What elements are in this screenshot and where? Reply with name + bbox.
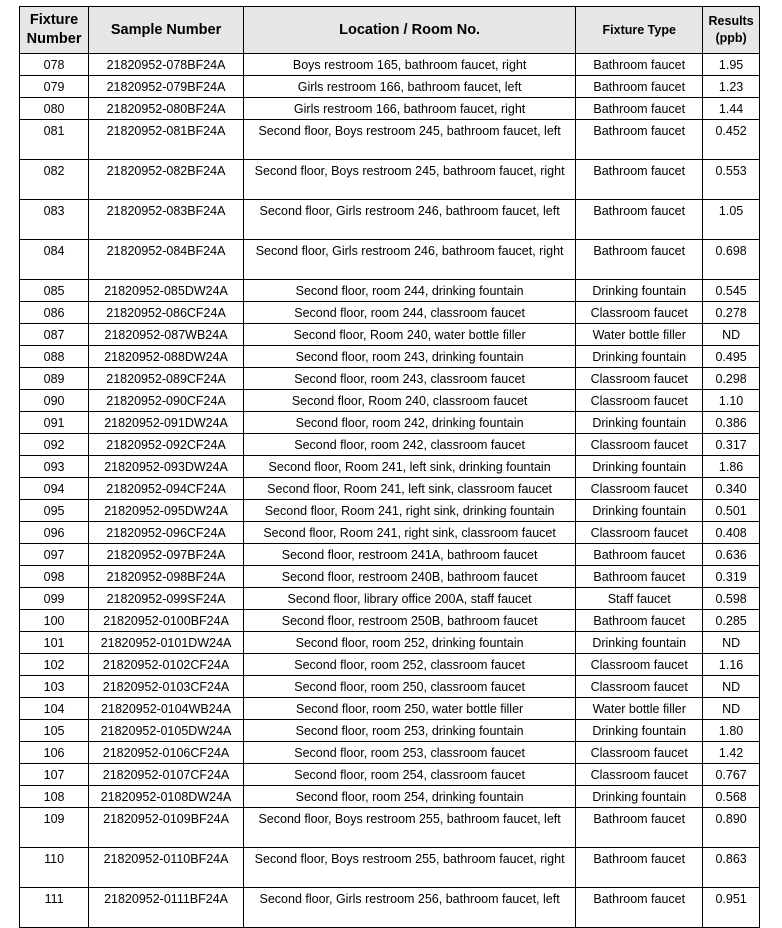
cell-fixture-number: 088 bbox=[20, 346, 89, 368]
cell-location: Second floor, room 253, drinking fountain bbox=[243, 720, 575, 742]
cell-location: Second floor, room 242, classroom faucet bbox=[243, 434, 575, 456]
cell-fixture-number: 087 bbox=[20, 324, 89, 346]
cell-fixture-number: 081 bbox=[20, 120, 89, 160]
cell-sample-number: 21820952-099SF24A bbox=[89, 588, 244, 610]
cell-location: Second floor, room 243, classroom faucet bbox=[243, 368, 575, 390]
cell-location: Second floor, Room 241, right sink, drinking fountain bbox=[243, 500, 575, 522]
table-row bbox=[20, 848, 760, 888]
cell-fixture-type: Drinking fountain bbox=[576, 720, 703, 742]
header-results: Results (ppb) bbox=[703, 7, 760, 54]
table-row bbox=[20, 368, 760, 390]
cell-location: Second floor, room 253, classroom faucet bbox=[243, 742, 575, 764]
cell-fixture-number: 085 bbox=[20, 280, 89, 302]
cell-location: Boys restroom 165, bathroom faucet, right bbox=[243, 54, 575, 76]
cell-location: Second floor, Girls restroom 246, bathroom faucet, left bbox=[243, 200, 575, 240]
cell-result: 0.598 bbox=[703, 588, 760, 610]
cell-fixture-number: 108 bbox=[20, 786, 89, 808]
cell-fixture-number: 096 bbox=[20, 522, 89, 544]
cell-sample-number: 21820952-0107CF24A bbox=[89, 764, 244, 786]
cell-result: 1.95 bbox=[703, 54, 760, 76]
cell-sample-number: 21820952-086CF24A bbox=[89, 302, 244, 324]
table-row bbox=[20, 160, 760, 200]
cell-sample-number: 21820952-092CF24A bbox=[89, 434, 244, 456]
cell-result: 1.23 bbox=[703, 76, 760, 98]
cell-fixture-type: Classroom faucet bbox=[576, 522, 703, 544]
table-row bbox=[20, 888, 760, 928]
cell-location: Second floor, Boys restroom 245, bathroom faucet, right bbox=[243, 160, 575, 200]
cell-result: 1.10 bbox=[703, 390, 760, 412]
cell-fixture-type: Drinking fountain bbox=[576, 456, 703, 478]
cell-result: 1.42 bbox=[703, 742, 760, 764]
lead-results-table bbox=[19, 6, 760, 928]
cell-fixture-type: Bathroom faucet bbox=[576, 120, 703, 160]
cell-sample-number: 21820952-094CF24A bbox=[89, 478, 244, 500]
table-row bbox=[20, 742, 760, 764]
cell-fixture-number: 084 bbox=[20, 240, 89, 280]
cell-fixture-number: 105 bbox=[20, 720, 89, 742]
table-row bbox=[20, 76, 760, 98]
table-row bbox=[20, 120, 760, 160]
cell-fixture-type: Water bottle filler bbox=[576, 324, 703, 346]
cell-result: 0.495 bbox=[703, 346, 760, 368]
table-row bbox=[20, 456, 760, 478]
cell-location: Second floor, Boys restroom 245, bathroom faucet, left bbox=[243, 120, 575, 160]
cell-result: 0.501 bbox=[703, 500, 760, 522]
cell-fixture-type: Drinking fountain bbox=[576, 346, 703, 368]
table-row bbox=[20, 478, 760, 500]
table-row bbox=[20, 522, 760, 544]
cell-fixture-number: 109 bbox=[20, 808, 89, 848]
cell-sample-number: 21820952-080BF24A bbox=[89, 98, 244, 120]
cell-fixture-number: 097 bbox=[20, 544, 89, 566]
cell-location: Second floor, Boys restroom 255, bathroom faucet, right bbox=[243, 848, 575, 888]
table-row bbox=[20, 764, 760, 786]
cell-fixture-number: 079 bbox=[20, 76, 89, 98]
cell-fixture-number: 103 bbox=[20, 676, 89, 698]
cell-sample-number: 21820952-084BF24A bbox=[89, 240, 244, 280]
cell-fixture-type: Drinking fountain bbox=[576, 500, 703, 522]
cell-fixture-number: 095 bbox=[20, 500, 89, 522]
cell-fixture-number: 111 bbox=[20, 888, 89, 928]
cell-fixture-type: Classroom faucet bbox=[576, 676, 703, 698]
cell-location: Second floor, room 254, drinking fountain bbox=[243, 786, 575, 808]
cell-result: 0.285 bbox=[703, 610, 760, 632]
cell-result: 0.553 bbox=[703, 160, 760, 200]
cell-result: 0.319 bbox=[703, 566, 760, 588]
cell-location: Second floor, room 242, drinking fountain bbox=[243, 412, 575, 434]
cell-result: 0.863 bbox=[703, 848, 760, 888]
table-row bbox=[20, 280, 760, 302]
cell-fixture-type: Bathroom faucet bbox=[576, 848, 703, 888]
cell-fixture-type: Bathroom faucet bbox=[576, 240, 703, 280]
table-row bbox=[20, 566, 760, 588]
header-fixture-number: Fixture Number bbox=[20, 7, 89, 54]
cell-fixture-number: 082 bbox=[20, 160, 89, 200]
cell-location: Girls restroom 166, bathroom faucet, right bbox=[243, 98, 575, 120]
cell-result: 0.386 bbox=[703, 412, 760, 434]
cell-sample-number: 21820952-089CF24A bbox=[89, 368, 244, 390]
cell-result: 1.05 bbox=[703, 200, 760, 240]
cell-fixture-type: Bathroom faucet bbox=[576, 888, 703, 928]
cell-location: Second floor, room 250, water bottle filler bbox=[243, 698, 575, 720]
cell-result: ND bbox=[703, 676, 760, 698]
cell-fixture-type: Classroom faucet bbox=[576, 302, 703, 324]
table-row bbox=[20, 302, 760, 324]
cell-sample-number: 21820952-082BF24A bbox=[89, 160, 244, 200]
cell-sample-number: 21820952-088DW24A bbox=[89, 346, 244, 368]
cell-fixture-type: Drinking fountain bbox=[576, 280, 703, 302]
table-row bbox=[20, 698, 760, 720]
cell-sample-number: 21820952-087WB24A bbox=[89, 324, 244, 346]
cell-fixture-number: 110 bbox=[20, 848, 89, 888]
cell-sample-number: 21820952-0105DW24A bbox=[89, 720, 244, 742]
header-fixture-type: Fixture Type bbox=[576, 7, 703, 54]
cell-location: Second floor, Room 240, classroom faucet bbox=[243, 390, 575, 412]
cell-sample-number: 21820952-095DW24A bbox=[89, 500, 244, 522]
cell-result: 0.545 bbox=[703, 280, 760, 302]
cell-result: 1.44 bbox=[703, 98, 760, 120]
cell-sample-number: 21820952-093DW24A bbox=[89, 456, 244, 478]
cell-fixture-type: Classroom faucet bbox=[576, 478, 703, 500]
cell-location: Second floor, room 252, drinking fountain bbox=[243, 632, 575, 654]
cell-fixture-number: 094 bbox=[20, 478, 89, 500]
cell-location: Girls restroom 166, bathroom faucet, left bbox=[243, 76, 575, 98]
cell-fixture-number: 100 bbox=[20, 610, 89, 632]
cell-sample-number: 21820952-0104WB24A bbox=[89, 698, 244, 720]
table-row bbox=[20, 786, 760, 808]
cell-location: Second floor, Room 241, right sink, classroom faucet bbox=[243, 522, 575, 544]
cell-sample-number: 21820952-0110BF24A bbox=[89, 848, 244, 888]
cell-result: 0.568 bbox=[703, 786, 760, 808]
cell-fixture-type: Bathroom faucet bbox=[576, 54, 703, 76]
cell-result: 0.340 bbox=[703, 478, 760, 500]
table-row bbox=[20, 588, 760, 610]
cell-location: Second floor, room 254, classroom faucet bbox=[243, 764, 575, 786]
cell-fixture-type: Classroom faucet bbox=[576, 368, 703, 390]
cell-fixture-number: 102 bbox=[20, 654, 89, 676]
cell-fixture-type: Drinking fountain bbox=[576, 632, 703, 654]
cell-fixture-type: Water bottle filler bbox=[576, 698, 703, 720]
cell-result: 0.408 bbox=[703, 522, 760, 544]
cell-fixture-type: Bathroom faucet bbox=[576, 566, 703, 588]
header-sample-number: Sample Number bbox=[89, 7, 244, 54]
cell-sample-number: 21820952-079BF24A bbox=[89, 76, 244, 98]
cell-result: ND bbox=[703, 324, 760, 346]
cell-result: 0.767 bbox=[703, 764, 760, 786]
cell-result: ND bbox=[703, 698, 760, 720]
cell-location: Second floor, restroom 250B, bathroom faucet bbox=[243, 610, 575, 632]
cell-location: Second floor, room 252, classroom faucet bbox=[243, 654, 575, 676]
cell-result: 0.452 bbox=[703, 120, 760, 160]
cell-location: Second floor, Girls restroom 256, bathroom faucet, left bbox=[243, 888, 575, 928]
cell-location: Second floor, library office 200A, staff faucet bbox=[243, 588, 575, 610]
cell-location: Second floor, room 243, drinking fountain bbox=[243, 346, 575, 368]
cell-result: 0.698 bbox=[703, 240, 760, 280]
cell-fixture-type: Bathroom faucet bbox=[576, 544, 703, 566]
results-table-container bbox=[19, 6, 760, 928]
cell-fixture-number: 078 bbox=[20, 54, 89, 76]
cell-sample-number: 21820952-097BF24A bbox=[89, 544, 244, 566]
cell-location: Second floor, room 244, drinking fountain bbox=[243, 280, 575, 302]
table-row bbox=[20, 412, 760, 434]
cell-sample-number: 21820952-098BF24A bbox=[89, 566, 244, 588]
cell-fixture-type: Classroom faucet bbox=[576, 390, 703, 412]
cell-result: 1.86 bbox=[703, 456, 760, 478]
table-row bbox=[20, 676, 760, 698]
table-row bbox=[20, 98, 760, 120]
cell-sample-number: 21820952-0100BF24A bbox=[89, 610, 244, 632]
cell-sample-number: 21820952-0103CF24A bbox=[89, 676, 244, 698]
cell-result: 0.298 bbox=[703, 368, 760, 390]
cell-sample-number: 21820952-0101DW24A bbox=[89, 632, 244, 654]
cell-location: Second floor, room 250, classroom faucet bbox=[243, 676, 575, 698]
table-row bbox=[20, 544, 760, 566]
table-header-row bbox=[20, 7, 760, 54]
table-row bbox=[20, 434, 760, 456]
table-row bbox=[20, 240, 760, 280]
cell-location: Second floor, restroom 241A, bathroom faucet bbox=[243, 544, 575, 566]
cell-sample-number: 21820952-085DW24A bbox=[89, 280, 244, 302]
cell-fixture-number: 090 bbox=[20, 390, 89, 412]
table-row bbox=[20, 500, 760, 522]
cell-result: ND bbox=[703, 632, 760, 654]
cell-fixture-number: 091 bbox=[20, 412, 89, 434]
cell-sample-number: 21820952-078BF24A bbox=[89, 54, 244, 76]
cell-sample-number: 21820952-081BF24A bbox=[89, 120, 244, 160]
cell-result: 0.317 bbox=[703, 434, 760, 456]
cell-fixture-number: 104 bbox=[20, 698, 89, 720]
cell-fixture-type: Bathroom faucet bbox=[576, 610, 703, 632]
table-row bbox=[20, 200, 760, 240]
cell-sample-number: 21820952-091DW24A bbox=[89, 412, 244, 434]
cell-fixture-type: Drinking fountain bbox=[576, 412, 703, 434]
cell-sample-number: 21820952-0106CF24A bbox=[89, 742, 244, 764]
cell-fixture-number: 106 bbox=[20, 742, 89, 764]
table-row bbox=[20, 720, 760, 742]
cell-location: Second floor, restroom 240B, bathroom faucet bbox=[243, 566, 575, 588]
cell-sample-number: 21820952-0108DW24A bbox=[89, 786, 244, 808]
cell-fixture-type: Bathroom faucet bbox=[576, 808, 703, 848]
cell-sample-number: 21820952-0111BF24A bbox=[89, 888, 244, 928]
table-row bbox=[20, 632, 760, 654]
cell-fixture-type: Bathroom faucet bbox=[576, 98, 703, 120]
cell-fixture-type: Bathroom faucet bbox=[576, 200, 703, 240]
cell-result: 1.80 bbox=[703, 720, 760, 742]
cell-fixture-number: 083 bbox=[20, 200, 89, 240]
table-row bbox=[20, 808, 760, 848]
table-row bbox=[20, 346, 760, 368]
cell-sample-number: 21820952-0109BF24A bbox=[89, 808, 244, 848]
cell-fixture-number: 080 bbox=[20, 98, 89, 120]
cell-fixture-type: Classroom faucet bbox=[576, 742, 703, 764]
cell-result: 0.278 bbox=[703, 302, 760, 324]
cell-fixture-number: 093 bbox=[20, 456, 89, 478]
table-row bbox=[20, 390, 760, 412]
cell-location: Second floor, Girls restroom 246, bathroom faucet, right bbox=[243, 240, 575, 280]
cell-fixture-number: 086 bbox=[20, 302, 89, 324]
cell-fixture-number: 098 bbox=[20, 566, 89, 588]
cell-fixture-number: 099 bbox=[20, 588, 89, 610]
cell-location: Second floor, room 244, classroom faucet bbox=[243, 302, 575, 324]
table-row bbox=[20, 610, 760, 632]
table-body bbox=[20, 54, 760, 928]
cell-location: Second floor, Room 240, water bottle filler bbox=[243, 324, 575, 346]
cell-result: 1.16 bbox=[703, 654, 760, 676]
cell-result: 0.951 bbox=[703, 888, 760, 928]
cell-fixture-number: 107 bbox=[20, 764, 89, 786]
cell-fixture-number: 089 bbox=[20, 368, 89, 390]
cell-fixture-type: Classroom faucet bbox=[576, 764, 703, 786]
cell-location: Second floor, Room 241, left sink, drinking fountain bbox=[243, 456, 575, 478]
cell-fixture-number: 101 bbox=[20, 632, 89, 654]
cell-fixture-type: Classroom faucet bbox=[576, 654, 703, 676]
cell-result: 0.890 bbox=[703, 808, 760, 848]
cell-location: Second floor, Room 241, left sink, classroom faucet bbox=[243, 478, 575, 500]
table-row bbox=[20, 654, 760, 676]
cell-sample-number: 21820952-083BF24A bbox=[89, 200, 244, 240]
header-location: Location / Room No. bbox=[243, 7, 575, 54]
cell-fixture-type: Bathroom faucet bbox=[576, 76, 703, 98]
cell-location: Second floor, Boys restroom 255, bathroom faucet, left bbox=[243, 808, 575, 848]
cell-fixture-type: Classroom faucet bbox=[576, 434, 703, 456]
cell-sample-number: 21820952-096CF24A bbox=[89, 522, 244, 544]
table-row bbox=[20, 324, 760, 346]
cell-fixture-type: Drinking fountain bbox=[576, 786, 703, 808]
cell-sample-number: 21820952-0102CF24A bbox=[89, 654, 244, 676]
cell-fixture-number: 092 bbox=[20, 434, 89, 456]
cell-fixture-type: Staff faucet bbox=[576, 588, 703, 610]
cell-fixture-type: Bathroom faucet bbox=[576, 160, 703, 200]
table-row bbox=[20, 54, 760, 76]
cell-sample-number: 21820952-090CF24A bbox=[89, 390, 244, 412]
cell-result: 0.636 bbox=[703, 544, 760, 566]
